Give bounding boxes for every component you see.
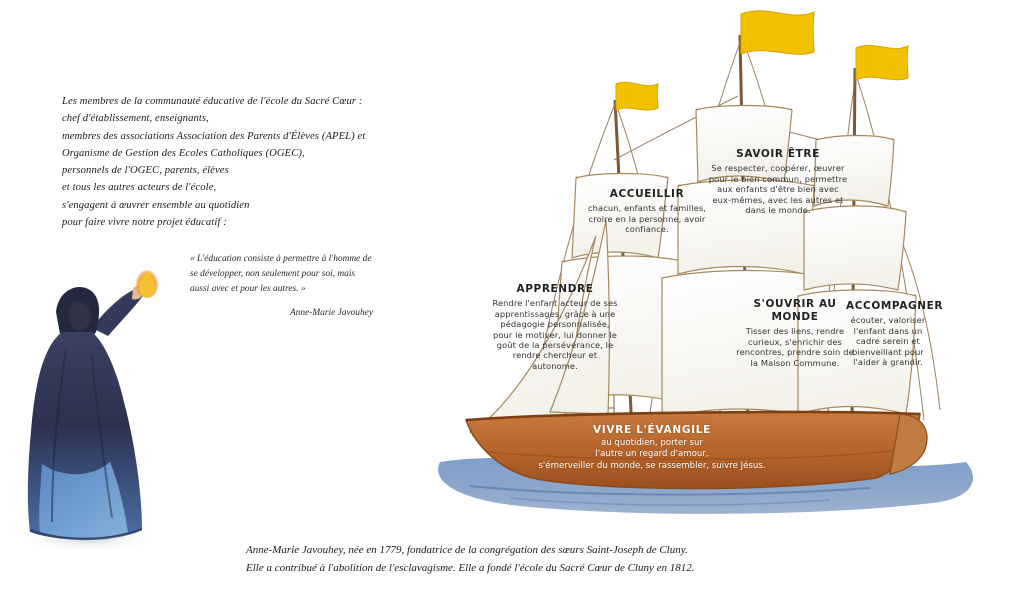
quotation — [190, 252, 375, 320]
ship-label-title: ACCOMPAGNER — [846, 300, 944, 312]
quote-author: Anne-Marie Javouhey — [289, 307, 373, 318]
flag-main — [741, 11, 814, 54]
intro-line: chef d'établissement, enseignants, — [62, 113, 209, 125]
ship-label-title: SAVOIR ÊTRE — [736, 148, 820, 160]
ship-label-body: Tisser des liens, rendre curieux, s'enrichir des rencontres, prendre soin de la Maison Commune. — [736, 326, 854, 368]
ship-label-body: écouter, valoriser l'enfant dans un cadre serein et bienveillant pour l'aider à grandir. — [850, 315, 926, 368]
hull-label-line-2: l'autre un regard d'amour, — [595, 449, 709, 460]
quote-text: « L'éducation consiste à permettre à l'homme de se développer, non seulement pour soi, mais aussi avec et pour les autres. » — [190, 254, 372, 294]
intro-line: Les membres de la communauté éducative de l'école du Sacré Cœur : — [62, 96, 363, 107]
flag-fore — [616, 82, 658, 110]
ship-label-accueillir — [588, 188, 706, 235]
ship-label-body: Se respecter, coopérer, œuvrer pour le bien commun, permettre aux enfants d'être bien avec eux-mêmes, avec les autres et dans le monde. — [708, 163, 848, 216]
flag-mizzen — [856, 45, 908, 80]
ship-label-body: chacun, enfants et familles, croire en la personne, avoir confiance. — [588, 203, 706, 235]
ship-label-title: APPRENDRE — [516, 283, 594, 295]
intro-line: personnels de l'OGEC, parents, élèves — [62, 165, 229, 177]
caption-line: Elle a contribué à l'abolition de l'esclavagisme. Elle a fondé l'école du Sacré Cœur de Cluny en 1812. — [246, 561, 695, 574]
ship-label-title: S'OUVRIR AU MONDE — [753, 298, 837, 324]
intro-line: membres des associations Association des Parents d'Élèves (APEL) et — [62, 130, 366, 142]
hull-label-line-1: au quotidien, porter sur — [600, 437, 704, 448]
hull-label-vivre-evangile — [482, 424, 822, 472]
ship-label-apprendre — [490, 283, 620, 371]
intro-line: et tous les autres acteurs de l'école, — [62, 182, 217, 194]
sails — [476, 106, 916, 431]
hull-label-title: VIVRE L'ÉVANGILE — [592, 424, 712, 436]
ship-label-souvrir-au-monde — [735, 298, 855, 368]
intro-line: Organisme de Gestion des Ecoles Catholiques (OGEC), — [62, 147, 305, 159]
nun-illustration — [0, 250, 200, 560]
ship-label-title: ACCUEILLIR — [609, 188, 685, 200]
ship-label-accompagner — [846, 300, 944, 368]
caption-line: Anne-Marie Javouhey, née en 1779, fondatrice de la congrégation des sœurs Saint-Joseph de Cluny. — [246, 544, 688, 556]
intro-line: pour faire vivre notre projet éducatif : — [62, 216, 227, 228]
ship-label-savoir-etre — [708, 148, 848, 215]
intro-paragraph — [62, 93, 392, 231]
hull-label-line-3: s'émerveiller du monde, se rassembler, suivre Jésus. — [538, 460, 766, 471]
ship-label-body: Rendre l'enfant acteur de ses apprentissages, grâce à une pédagogie personnalisée, pour le motiver, lui donner le goût de la persévérance, le rendre chercheur et autonome. — [492, 298, 618, 371]
figure-caption — [246, 542, 806, 578]
sail-mizzen-mid — [804, 206, 906, 290]
intro-line: s'engagent à œuvrer ensemble au quotidien — [62, 199, 250, 211]
